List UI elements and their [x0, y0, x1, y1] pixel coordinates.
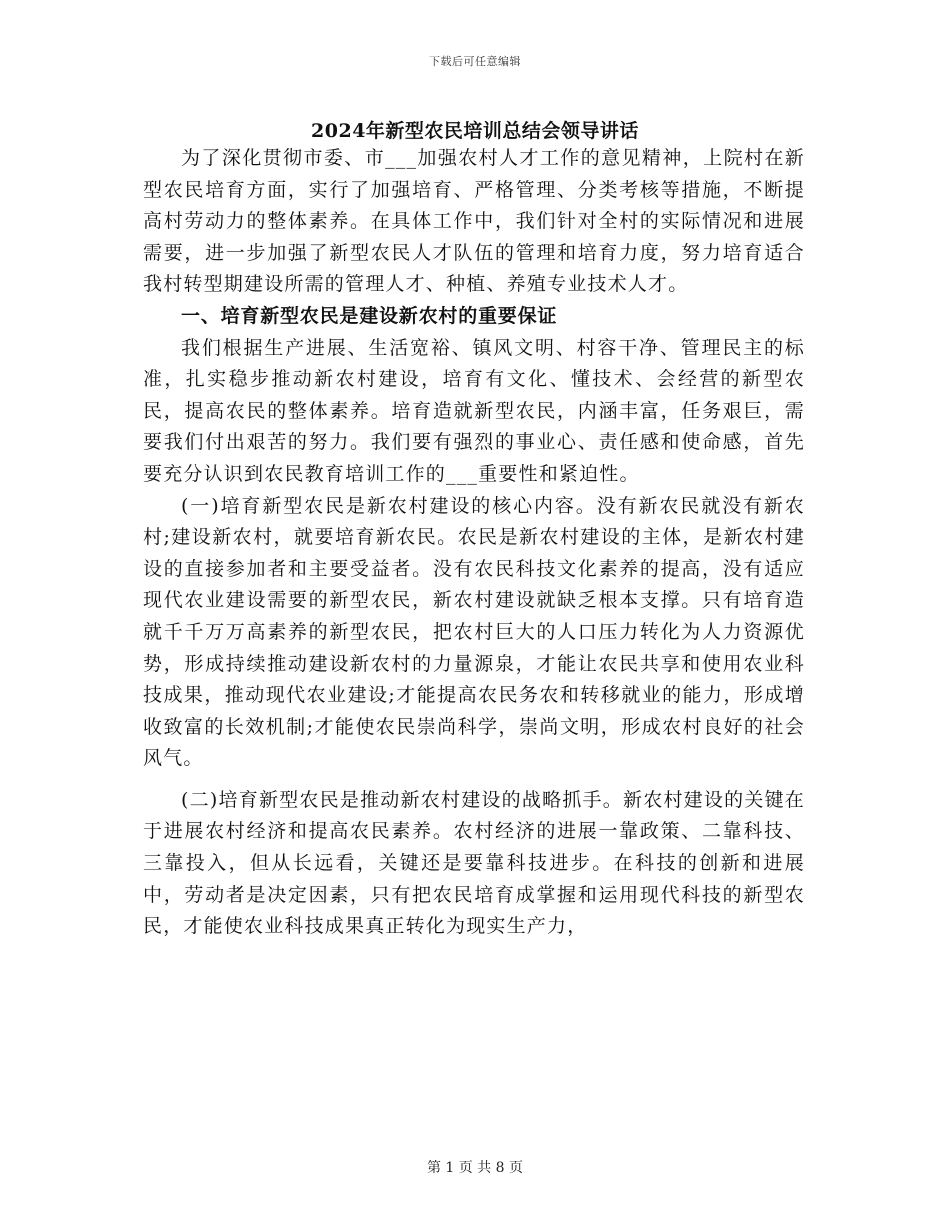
- paragraph-subsection-2: (二)培育新型农民是推动新农村建设的战略抓手。新农村建设的关键在于进展农村经济和提高农民素养。农村经济的进展一靠政策、二靠科技、三靠投入，但从长远看，关键还是要靠科技进步。在科技的创新和进展中，劳动者是决定因素，只有把农民培育成掌握和运用现代科技的新型农民，才能使农业科技成果真正转化为现实生产力，: [143, 788, 805, 938]
- paragraph-section-1: 我们根据生产进展、生活宽裕、镇风文明、村容干净、管理民主的标准，扎实稳步推动新农村建设，培育有文化、懂技术、会经营的新型农民，提高农民的整体素养。培育造就新型农民，内涵丰富，任务艰巨，需要我们付出艰苦的努力。我们要有强烈的事业心、责任感和使命感，首先要充分认识到农民教育培训工作的___重要性和紧迫性。: [143, 336, 805, 485]
- page-header-note: 下载后可任意编辑: [429, 55, 521, 68]
- section-heading-1: 一、培育新型农民是建设新农村的重要保证: [181, 304, 558, 327]
- page-number: 第 1 页 共 8 页: [426, 1160, 524, 1176]
- document-body: [143, 143, 805, 943]
- paragraph-intro: 为了深化贯彻市委、市___加强农村人才工作的意见精神，上院村在新型农民培育方面，实行了加强培育、严格管理、分类考核等措施，不断提高村劳动力的整体素养。在具体工作中，我们针对全村的实际情况和进展需要，进一步加强了新型农民人才队伍的管理和培育力度，努力培育适合我村转型期建设所需的管理人才、种植、养殖专业技术人才。: [143, 147, 805, 296]
- paragraph-subsection-1: (一)培育新型农民是新农村建设的核心内容。没有新农民就没有新农村;建设新农村，就要培育新农民。农民是新农村建设的主体，是新农村建设的直接参加者和主要受益者。没有农民科技文化素养的提高，没有适应现代农业建设需要的新型农民，新农村建设就缺乏根本支撑。只有培育造就千千万万高素养的新型农民，把农村巨大的人口压力转化为人力资源优势，形成持续推动建设新农村的力量源泉，才能让农民共享和使用农业科技成果，推动现代农业建设;才能提高农民务农和转移就业的能力，形成增收致富的长效机制;才能使农民崇尚科学，崇尚文明，形成农村良好的社会风气。: [143, 494, 805, 770]
- document-title: 2024年新型农民培训总结会领导讲话: [311, 120, 639, 142]
